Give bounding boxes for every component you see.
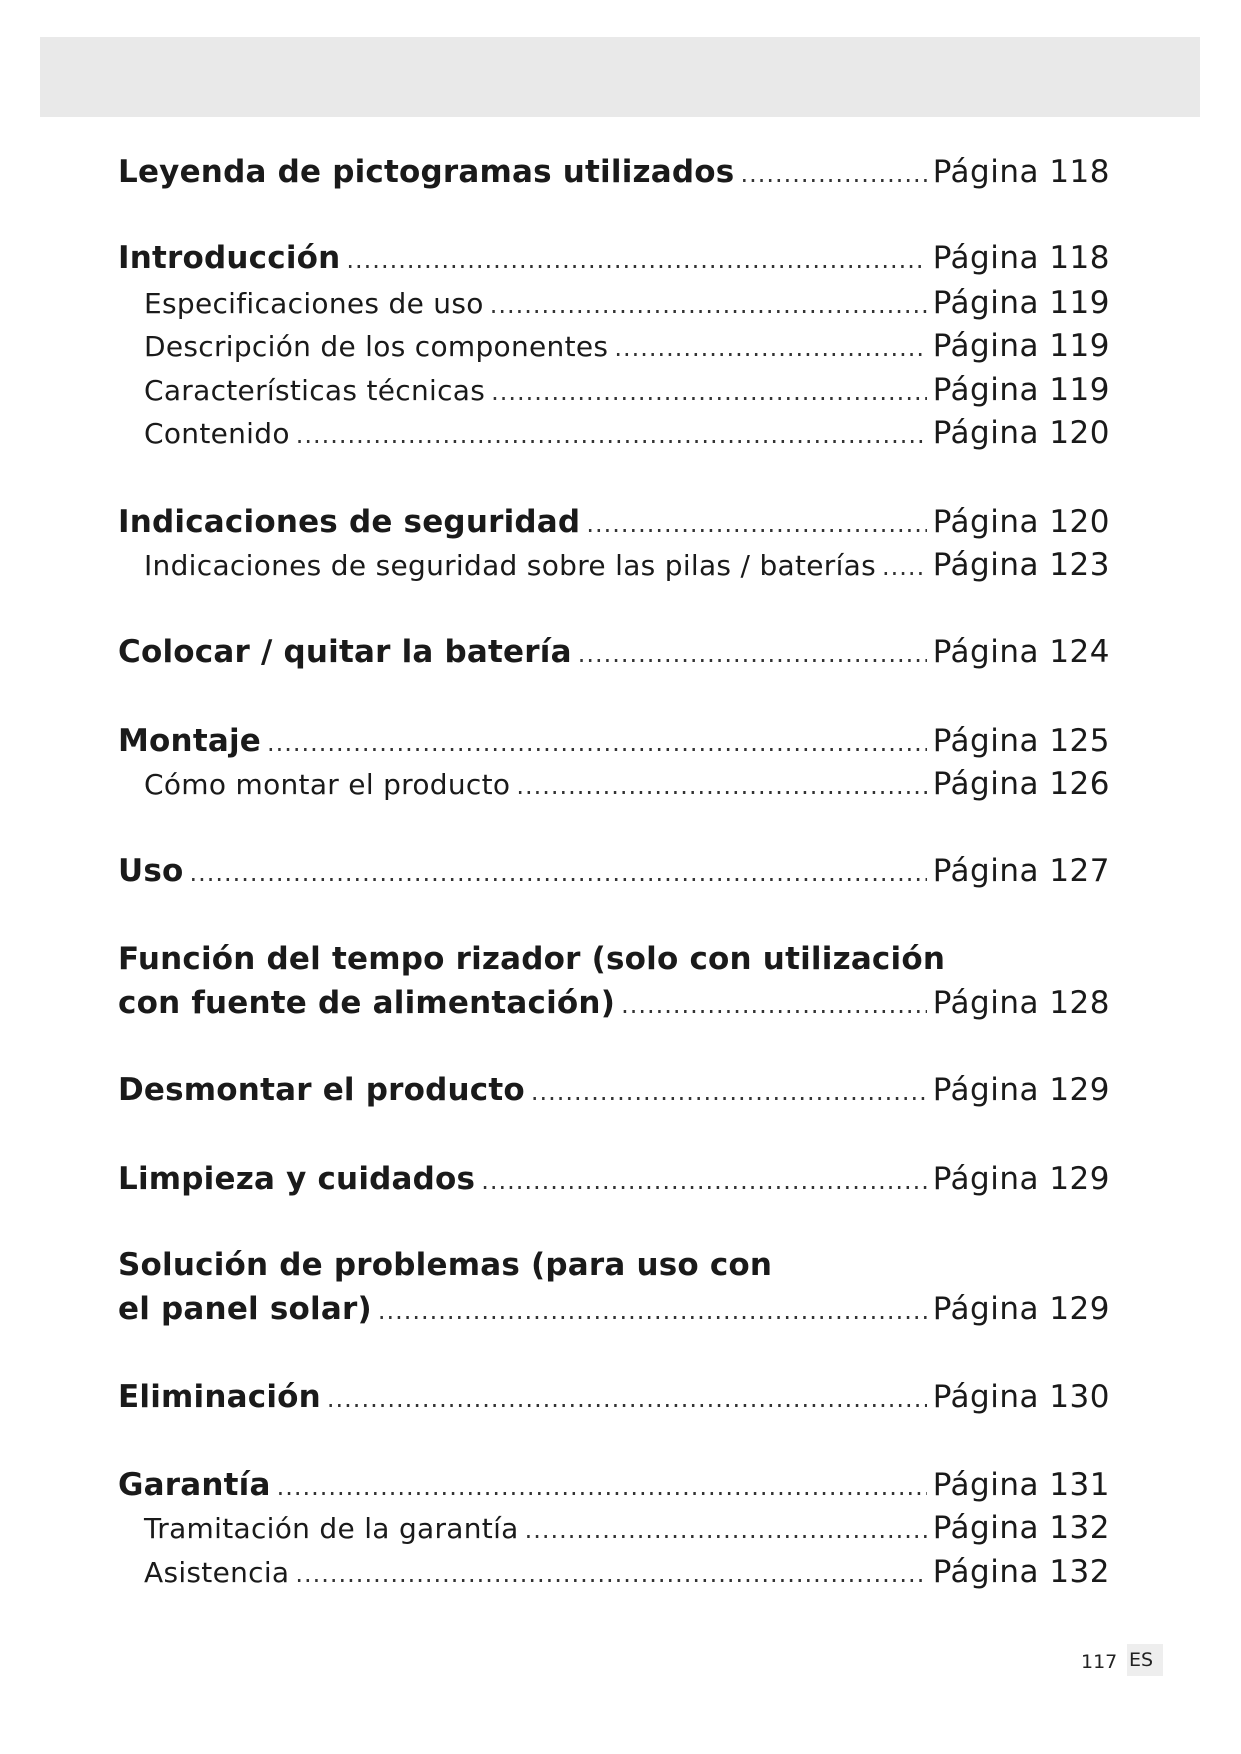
toc-subentry-como-montar[interactable] <box>144 762 1110 806</box>
toc-entry-title: Indicaciones de seguridad <box>118 504 581 540</box>
leader-dots <box>525 1508 927 1552</box>
toc-entry-funcion[interactable] <box>118 981 1110 1025</box>
toc-entry-page: Página 130 <box>932 1379 1110 1415</box>
toc-subentry-asistencia[interactable] <box>144 1550 1110 1594</box>
leader-dots <box>882 545 927 589</box>
toc-entry-title: Cómo montar el producto <box>144 768 511 801</box>
toc-subentry-seguridad-pilas[interactable] <box>144 543 1110 587</box>
toc-entry-title: Leyenda de pictogramas utilizados <box>118 154 735 190</box>
toc-entry-introduccion[interactable] <box>118 236 1110 280</box>
toc-entry-limpieza[interactable] <box>118 1157 1110 1201</box>
toc-entry-page: Página 123 <box>932 547 1110 583</box>
toc-entry-page: Página 125 <box>932 723 1110 759</box>
toc-subentry-tramitacion[interactable] <box>144 1506 1110 1550</box>
toc-entry-page: Página 120 <box>932 504 1110 540</box>
toc-entry-page: Página 119 <box>932 372 1110 408</box>
leader-dots <box>378 1289 927 1333</box>
toc-entry-montaje[interactable] <box>118 719 1110 763</box>
toc-entry-solucion-line1: Solución de problemas (para uso con <box>118 1247 773 1283</box>
leader-dots <box>277 1465 927 1509</box>
leader-dots <box>346 238 926 282</box>
toc-subentry-caracteristicas[interactable] <box>144 368 1110 412</box>
toc-entry-title: Introducción <box>118 240 341 276</box>
toc-entry-title: Uso <box>118 853 184 889</box>
leader-dots <box>491 370 927 414</box>
toc-entry-eliminacion[interactable] <box>118 1375 1110 1419</box>
toc-entry-page: Página 119 <box>932 285 1110 321</box>
leader-dots <box>295 1552 926 1596</box>
toc-entry-colocar-bateria[interactable] <box>118 630 1110 674</box>
leader-dots <box>490 283 927 327</box>
leader-dots <box>327 1377 927 1421</box>
toc-entry-title: Garantía <box>118 1467 271 1503</box>
leader-dots <box>614 326 926 370</box>
leader-dots <box>586 502 926 546</box>
toc-entry-page: Página 119 <box>932 328 1110 364</box>
toc-entry-title: Especificaciones de uso <box>144 287 484 320</box>
toc-entry-title: Colocar / quitar la batería <box>118 634 572 670</box>
toc-entry-desmontar[interactable] <box>118 1068 1110 1112</box>
toc-entry-indicaciones-seguridad[interactable] <box>118 500 1110 544</box>
toc-entry-page: Página 129 <box>932 1072 1110 1108</box>
toc-entry-page: Página 127 <box>932 853 1110 889</box>
toc-entry-funcion-line1: Función del tempo rizador (solo con utilización <box>118 941 946 977</box>
toc-entry-title: Descripción de los componentes <box>144 330 609 363</box>
toc-entry-page: Página 129 <box>932 1291 1110 1327</box>
toc-entry-title: el panel solar) <box>118 1291 372 1327</box>
toc-entry-page: Página 131 <box>932 1467 1110 1503</box>
toc-entry-title: Contenido <box>144 417 290 450</box>
toc-entry-title: Eliminación <box>118 1379 321 1415</box>
toc-entry-leyenda[interactable] <box>118 150 1110 194</box>
toc-entry-title: Desmontar el producto <box>118 1072 525 1108</box>
toc-entry-title: Asistencia <box>144 1556 290 1589</box>
toc-subentry-descripcion[interactable] <box>144 324 1110 368</box>
toc-entry-page: Página 118 <box>932 240 1110 276</box>
toc-entry-title: Limpieza y cuidados <box>118 1161 476 1197</box>
leader-dots <box>267 721 927 765</box>
toc-entry-title: Características técnicas <box>144 374 486 407</box>
leader-dots <box>516 764 926 808</box>
leader-dots <box>740 152 926 196</box>
toc-entry-title: con fuente de alimentación) <box>118 985 616 1021</box>
toc-subentry-especificaciones[interactable] <box>144 281 1110 325</box>
leader-dots <box>481 1159 927 1203</box>
page-number: 117 <box>1081 1651 1118 1673</box>
leader-dots <box>531 1070 927 1114</box>
leader-dots <box>621 983 927 1027</box>
toc-entry-page: Página 128 <box>932 985 1110 1021</box>
toc-entry-garantia[interactable] <box>118 1463 1110 1507</box>
toc-entry-page: Página 120 <box>932 415 1110 451</box>
toc-entry-page: Página 118 <box>932 154 1110 190</box>
toc-entry-uso[interactable] <box>118 849 1110 893</box>
language-tag: ES <box>1127 1644 1163 1676</box>
toc-subentry-contenido[interactable] <box>144 411 1110 455</box>
toc-entry-page: Página 124 <box>932 634 1110 670</box>
toc-entry-title: Montaje <box>118 723 262 759</box>
toc-entry-title: Indicaciones de seguridad sobre las pilas / baterías <box>144 549 877 582</box>
leader-dots <box>578 632 927 676</box>
leader-dots <box>296 413 927 457</box>
toc-entry-solucion[interactable] <box>118 1287 1110 1331</box>
toc-entry-page: Página 132 <box>932 1510 1110 1546</box>
leader-dots <box>190 851 927 895</box>
toc-entry-page: Página 129 <box>932 1161 1110 1197</box>
toc-entry-page: Página 132 <box>932 1554 1110 1590</box>
toc-entry-page: Página 126 <box>932 766 1110 802</box>
toc-entry-title: Tramitación de la garantía <box>144 1512 519 1545</box>
